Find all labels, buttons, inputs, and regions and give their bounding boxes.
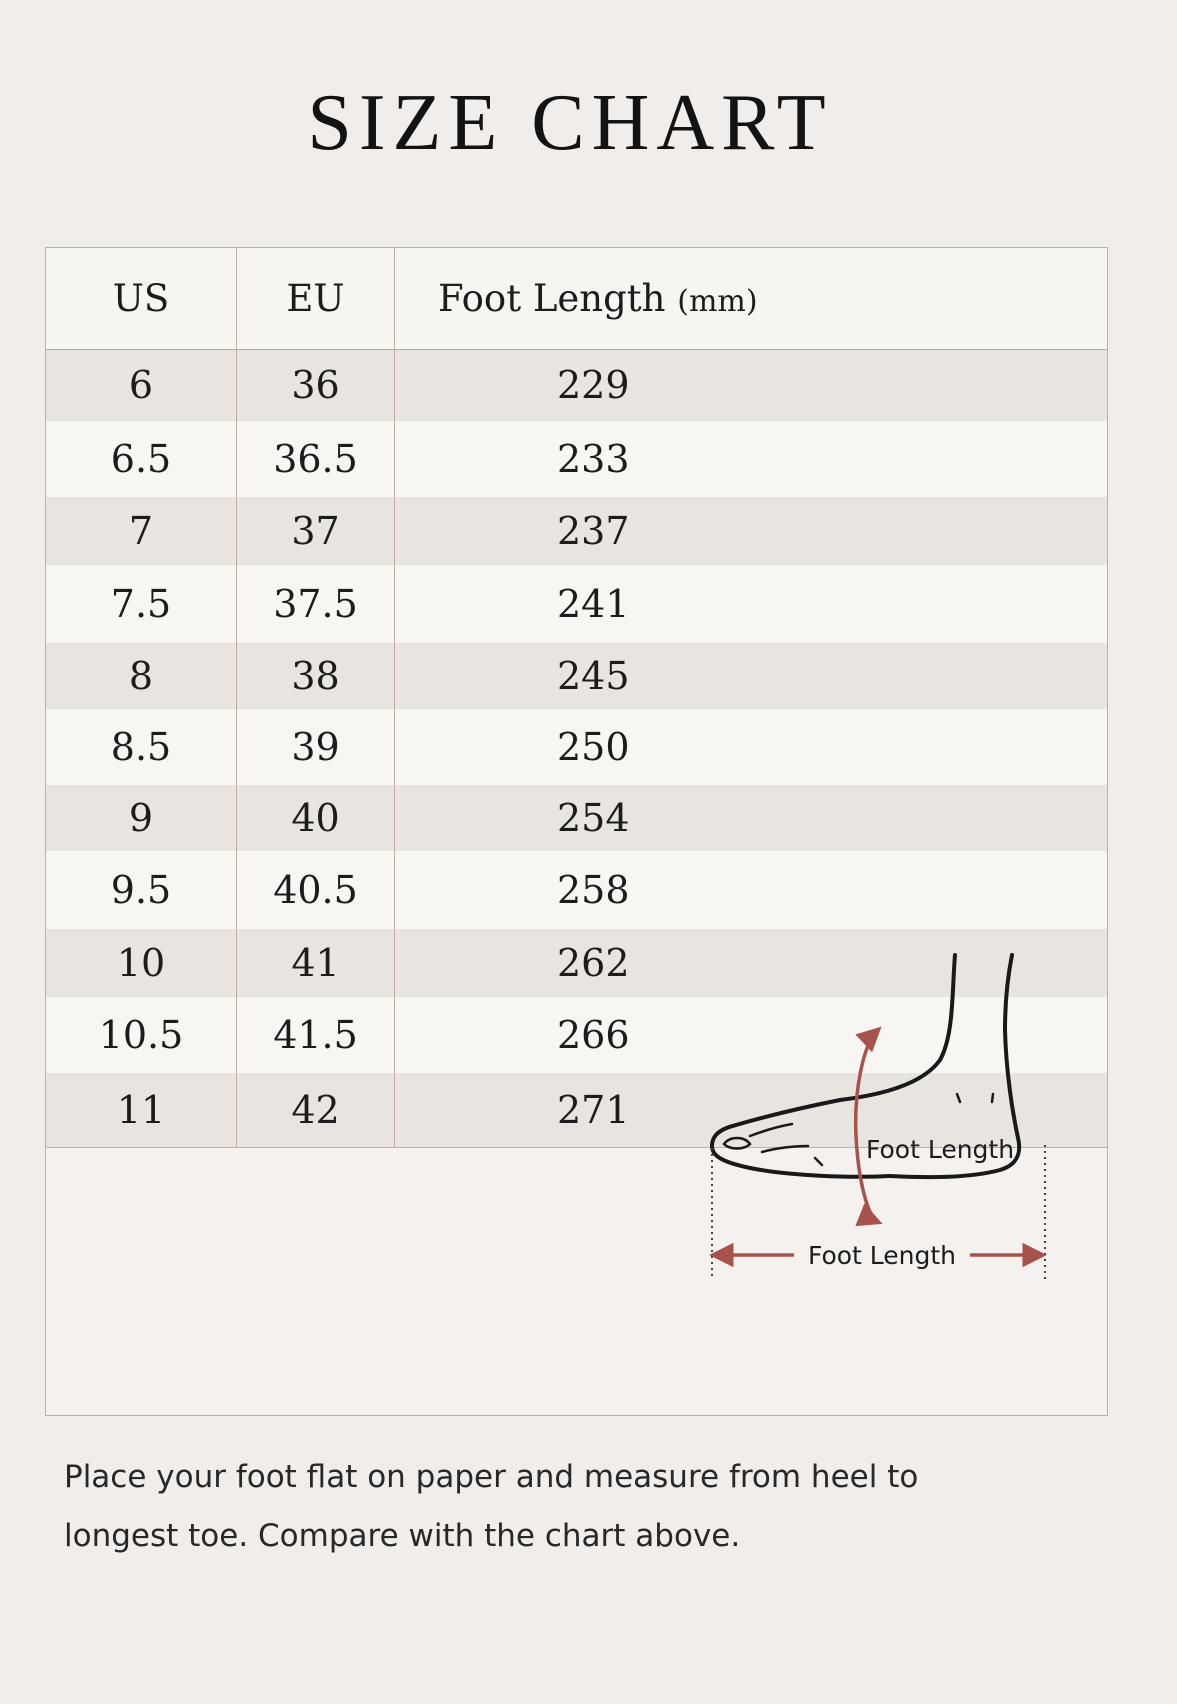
arch-mark [815,1158,822,1165]
cell-eu: 37 [237,497,395,565]
toe-nail [724,1138,750,1149]
cell-us: 8.5 [46,709,237,785]
cell-us: 7 [46,497,237,565]
table-row [46,565,1108,643]
table-row [46,785,1108,851]
cell-us: 7.5 [46,565,237,643]
table-row [46,497,1108,565]
ankle-mark [992,1094,993,1102]
header-unit: (mm) [677,283,758,319]
cell-foot-length: 250 [557,725,630,769]
header-us: US [46,248,237,349]
page-title: SIZE CHART [307,79,833,167]
foot-measure-diagram [700,950,1060,1290]
toe-crease [750,1124,792,1136]
table-row [46,349,1108,421]
ankle-mark [957,1094,960,1102]
cell-us: 6.5 [46,421,237,497]
cell-foot-length: 262 [557,941,630,985]
cell-us: 9.5 [46,851,237,929]
cell-eu: 37.5 [237,565,395,643]
header-foot-length [395,248,1109,349]
cell-us: 8 [46,643,237,709]
cell-foot-length: 254 [557,796,630,840]
cell-us: 9 [46,785,237,851]
measure-instructions-line: longest toe. Compare with the chart above. [64,1518,741,1554]
girth-label: Foot Length [866,1135,1015,1164]
cell-eu: 36 [237,349,395,421]
table-row [46,709,1108,785]
table-row [46,851,1108,929]
cell-eu: 41 [237,929,395,997]
measure-instructions [64,1448,1104,1566]
cell-foot-length: 233 [557,437,630,481]
cell-eu: 38 [237,643,395,709]
cell-foot-length: 266 [557,1013,630,1057]
cell-foot-length: 229 [557,363,630,408]
cell-eu: 42 [237,1073,395,1147]
cell-us: 10.5 [46,997,237,1073]
cell-eu: 40 [237,785,395,851]
cell-foot-length: 245 [557,654,630,698]
table-row [46,643,1108,709]
measure-instructions-line: Place your foot flat on paper and measure from heel to [64,1459,919,1495]
table-row [46,421,1108,497]
header-foot-length-label: Foot Length [438,276,666,320]
cell-foot-length: 241 [557,582,630,626]
cell-us: 10 [46,929,237,997]
cell-eu: 39 [237,709,395,785]
toe-crease [762,1146,808,1152]
table-header-row [46,248,1108,349]
cell-us: 11 [46,1073,237,1147]
cell-eu: 41.5 [237,997,395,1073]
cell-eu: 36.5 [237,421,395,497]
cell-us: 6 [46,349,237,421]
cell-foot-length: 237 [557,509,630,553]
cell-eu: 40.5 [237,851,395,929]
cell-foot-length: 258 [557,868,630,912]
girth-arrow [856,1030,878,1222]
header-eu: EU [237,248,395,349]
length-label: Foot Length [807,1241,957,1270]
cell-foot-length: 271 [395,1073,1109,1147]
